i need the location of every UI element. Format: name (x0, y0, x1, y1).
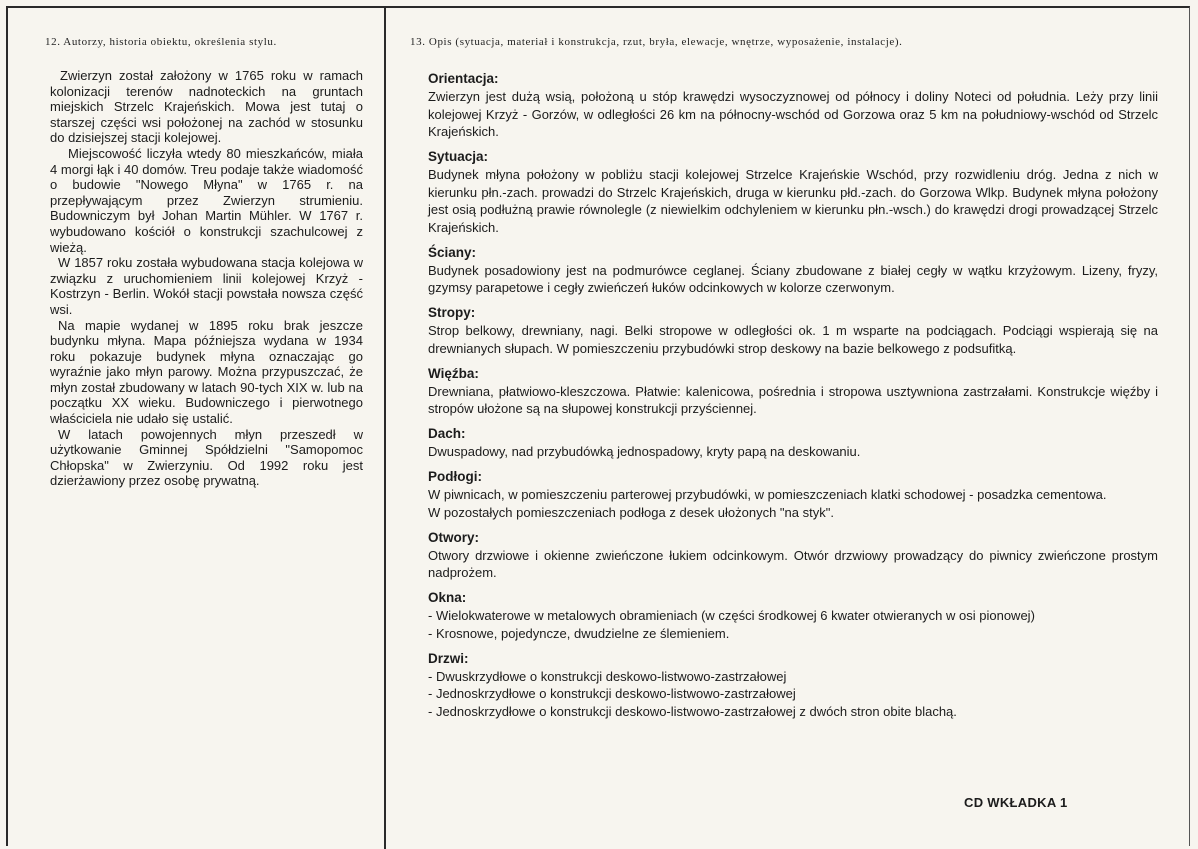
history-paragraph: Miejscowość liczyła wtedy 80 mieszkańców, miała 4 morgi łąk i 40 domów. Treu podaje także wiadomość o budowie "Nowego Młyna" w 1765 r. na przepływającym przez Zwierzyn strumieniu. Budowniczym był Johan Martin Mühler. W 1767 r. wybudowano kościół o konstrukcji szachulcowej z wieżą. (50, 145, 363, 255)
column-divider (384, 6, 386, 849)
section-title: Okna: (428, 590, 467, 605)
section-line: - Jednoskrzydłowe o konstrukcji deskowo-listwowo-zastrzałowej (428, 686, 796, 701)
section-okna (428, 589, 1158, 642)
section-line: Otwory drzwiowe i okienne zwieńczone łukiem odcinkowym. Otwór drzwiowy prowadzący do piwnicy zwieńczone prostym nadprożem. (428, 547, 1158, 580)
section-title: Podłogi: (428, 469, 482, 484)
section-drzwi (428, 650, 1158, 721)
section-line: - Krosnowe, pojedyncze, dwudzielne ze ślemieniem. (428, 625, 730, 641)
section-orientacja (428, 70, 1158, 141)
section-line: Drewniana, płatwiowo-kleszczowa. Płatwie: kalenicowa, pośrednia i stropowa usztywniona zastrzałami. Konstrukcje więźby i stropów ułożone są na słupowej konstrukcji przyściennej. (428, 383, 1158, 416)
section-line: - Dwuskrzydłowe o konstrukcji deskowo-listwowo-zastrzałowej (428, 668, 787, 684)
section-line: Budynek młyna położony w pobliżu stacji kolejowej Strzelce Krajeńskie Wschód, przy rozwidleniu dróg. Jedna z nich w kierunku płn.-zach. prowadzi do Strzelc Krajeńskich, druga w kierunku płd.-zach. do Gorzowa Wlkp. Budynek młyna położony jest osią podłużną prawie równolegle (z niewielkim odchyleniem w kierunku płn.-wsch.) do krawędzi drogi prowadzącej Strzelc Krajeńskich. (428, 167, 1158, 235)
section-body (428, 262, 1158, 297)
section-title: Orientacja: (428, 71, 499, 86)
section-body (428, 607, 1158, 642)
right-column-heading: 13. Opis (sytuacja, materiał i konstrukcja, rzut, bryła, elewacje, wnętrze, wyposażenie, instalacje). (410, 36, 903, 48)
section-body (428, 166, 1158, 236)
section-dach (428, 425, 1158, 461)
history-paragraph: Zwierzyn został założony w 1765 roku w ramach kolonizacji terenów nadnoteckich na gruntach miejskich Strzelc Krajeńskich. Mowa jest tutaj o starszej części wsi położonej na zachód w stosunku do dzisiejszej stacji kolejowej. (50, 68, 363, 146)
section-line: Strop belkowy, drewniany, nagi. Belki stropowe w odległości ok. 1 m wsparte na podciągach. Podciągi wspierają się na drewnianych słupach. W pomieszczeniu przybudówki strop deskowy na bazie belkowego z podsufitką. (428, 323, 1158, 356)
section-podlogi (428, 468, 1158, 521)
section-title: Dach: (428, 426, 466, 441)
section-sytuacja (428, 148, 1158, 236)
history-text (50, 68, 363, 489)
section-title: Sytuacja: (428, 149, 489, 164)
history-paragraph: W 1857 roku została wybudowana stacja kolejowa w związku z uruchomieniem linii kolejowej Krzyż - Kostrzyn - Berlin. Wokół stacji powstała nowsza część wsi. (50, 255, 363, 317)
section-title: Otwory: (428, 529, 480, 545)
section-stropy (428, 304, 1158, 357)
section-body (428, 383, 1158, 418)
section-title: Stropy: (428, 305, 476, 320)
section-body (428, 486, 1158, 521)
section-title: Drzwi: (428, 650, 469, 666)
section-body (428, 88, 1158, 141)
section-line: - Wielokwaterowe w metalowych obramieniach (w części środkowej 6 kwater otwieranych w osi pionowej) (428, 608, 1035, 623)
section-title: Ściany: (428, 244, 477, 260)
section-line: - Jednoskrzydłowe o konstrukcji deskowo-listwowo-zastrzałowej z dwóch stron obite blachą. (428, 703, 957, 719)
section-line: Budynek posadowiony jest na podmurówce ceglanej. Ściany zbudowane z białej cegły w wątku krzyżowym. Lizeny, fryzy, gzymsy parapetowe i cegły zwieńczeń łuków odcinkowych w kolorze czerwonym. (428, 262, 1158, 295)
section-line: Zwierzyn jest dużą wsią, położoną u stóp krawędzi wysoczyznowej od północy i doliny Noteci od południa. Leży przy linii kolejowej Krzyż - Gorzów, w odległości 26 km na północny-wschód od Gorzowa oraz 5 km na południowy-wschód od Strzelc Krajeńskich. (428, 89, 1158, 139)
description-text (428, 70, 1158, 728)
section-body (428, 322, 1158, 357)
section-line: W pozostałych pomieszczeniach podłoga z desek ułożonych "na styk". (428, 504, 834, 520)
section-line: W piwnicach, w pomieszczeniu parterowej przybudówki, w pomieszczeniach klatki schodowej - posadzka cementowa. (428, 487, 1107, 502)
section-otwory (428, 529, 1158, 582)
history-paragraph: W latach powojennych młyn przeszedł w użytkowanie Gminnej Spółdzielni "Samopomoc Chłopska" w Zwierzyniu. Od 1992 roku jest dzierżawiony przez osobę prywatną. (50, 426, 363, 489)
section-sciany (428, 244, 1158, 297)
section-body (428, 443, 1158, 461)
section-body (428, 668, 1158, 721)
left-column-heading: 12. Autorzy, historia obiektu, określenia stylu. (45, 36, 277, 48)
footer-label: CD WKŁADKA 1 (964, 795, 1068, 810)
section-wiezba (428, 365, 1158, 418)
section-body (428, 547, 1158, 582)
section-title: Więźba: (428, 365, 479, 381)
section-line: Dwuspadowy, nad przybudówką jednospadowy, kryty papą na deskowaniu. (428, 444, 861, 459)
history-paragraph: Na mapie wydanej w 1895 roku brak jeszcze budynku młyna. Mapa późniejsza wydana w 1934 roku pokazuje budynek młyna oznaczając go wyraźnie jako młyn parowy. Można przypuszczać, że młyn został zbudowany w latach 90-tych XIX w. lub na początku XX wieku. Budowniczego i pierwotnego właściciela nie udało się ustalić. (50, 317, 363, 427)
